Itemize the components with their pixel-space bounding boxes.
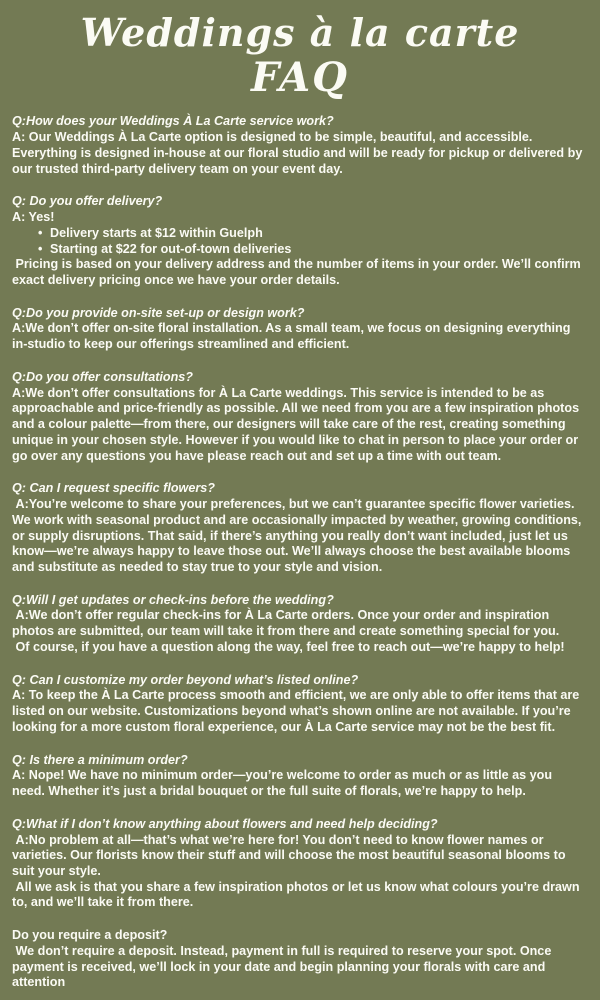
- faq-answer-paragraph: A:We don’t offer consultations for À La Carte weddings. This service is intended to be as approachable and price-friendly as possible. All we need from you are a few inspiration photos and a colour palette—from there, our designers will take care of the rest, creating something unique in your chosen style. However if you would like to chat in person to place your order or go over any questions you have please reach out and set up a time with out team.: [12, 385, 583, 463]
- page-title: Weddings à la carte: [80, 10, 520, 55]
- faq-answer-paragraph: Pricing is based on your delivery address and the number of items in your order. We’ll confirm exact delivery pricing once we have your order details.: [12, 257, 585, 287]
- faq-item: [12, 114, 588, 177]
- faq-answer-paragraph: A: Our Weddings À La Carte option is designed to be simple, beautiful, and accessible. Everything is designed in-house at our floral studio and will be ready for pickup or delivered by our trusted third-party delivery team on your event day.: [12, 130, 586, 176]
- faq-answer-paragraph: We don’t require a deposit. Instead, payment in full is required to reserve your spot. Once payment is received, we’ll lock in your date and begin planning your florals with care and attention: [12, 943, 555, 990]
- faq-item: [12, 481, 588, 575]
- faq-question: Do you require a deposit?: [12, 928, 168, 943]
- faq-answer-paragraph: All we ask is that you share a few inspiration photos or let us know what colours you’re drawn to, and we’ll take it from there.: [12, 879, 584, 910]
- faq-item: [12, 370, 588, 464]
- faq-question: Q: Is there a minimum order?: [12, 752, 188, 767]
- faq-question: Q: Do you offer delivery?: [12, 194, 163, 209]
- faq-answer-paragraph: A: To keep the À La Carte process smooth and efficient, we are only able to offer items that are listed on our website. Customizations beyond what’s shown online are not available. If you’re looking for a more custom floral experience, our À La Carte service may not be the best fit.: [12, 688, 583, 734]
- faq-item: [12, 673, 588, 736]
- faq-question: Q:Will I get updates or check-ins before the wedding?: [12, 592, 334, 607]
- faq-answer-paragraph: A:No problem at all—that’s what we’re here for! You don’t need to know flower names or varieties. Our florists know their stuff and will choose the most beautiful seasonal blooms to suit your style.: [12, 832, 570, 878]
- header: [12, 10, 588, 100]
- faq-item: [12, 817, 588, 911]
- faq-item: [12, 306, 588, 353]
- faq-bullet-item: • Delivery starts at $12 within Guelph: [12, 226, 588, 242]
- faq-bullet-item: • Starting at $22 for out-of-town deliveries: [12, 242, 588, 258]
- faq-answer-paragraph: A: Nope! We have no minimum order—you’re welcome to order as much or as little as you need. Whether it’s just a bridal bouquet or the full suite of florals, we’re happy to help.: [12, 768, 556, 799]
- faq-answer-paragraph: A:We don’t offer on-site floral installation. As a small team, we focus on designing everything in-studio to keep our offerings streamlined and efficient.: [12, 321, 574, 352]
- faq-question: Q: Can I customize my order beyond what’s listed online?: [12, 672, 359, 687]
- faq-item: [12, 928, 588, 991]
- faq-bullet-list: [12, 226, 588, 257]
- faq-list: [12, 114, 588, 991]
- faq-item: [12, 753, 588, 800]
- faq-answer-paragraph: A: Yes!: [12, 210, 55, 225]
- faq-answer-paragraph: Of course, if you have a question along the way, feel free to reach out—we’re happy to help!: [12, 639, 565, 654]
- faq-question: Q:What if I don’t know anything about flowers and need help deciding?: [12, 816, 438, 831]
- faq-question: Q:Do you offer consultations?: [12, 369, 193, 384]
- faq-question: Q: Can I request specific flowers?: [12, 481, 215, 496]
- faq-answer-paragraph: A:You’re welcome to share your preferences, but we can’t guarantee specific flower varieties. We work with seasonal product and are occasionally impacted by weather, growing conditions, or supply disruptions. That said, if there’s anything you really don’t want included, just let us know—we’re always happy to leave those out. We’ll always choose the best available blooms and substitute as needed to stay true to your style and vision.: [12, 497, 585, 574]
- faq-answer-paragraph: A:We don’t offer regular check-ins for À La Carte orders. Once your order and inspiration photos are submitted, our team will take it from there and create something special for you.: [12, 608, 560, 639]
- faq-question: Q:How does your Weddings À La Carte service work?: [12, 114, 334, 129]
- page-subtitle: FAQ: [251, 54, 349, 102]
- faq-question: Q:Do you provide on-site set-up or design work?: [12, 305, 305, 320]
- faq-item: [12, 194, 588, 288]
- faq-item: [12, 593, 588, 656]
